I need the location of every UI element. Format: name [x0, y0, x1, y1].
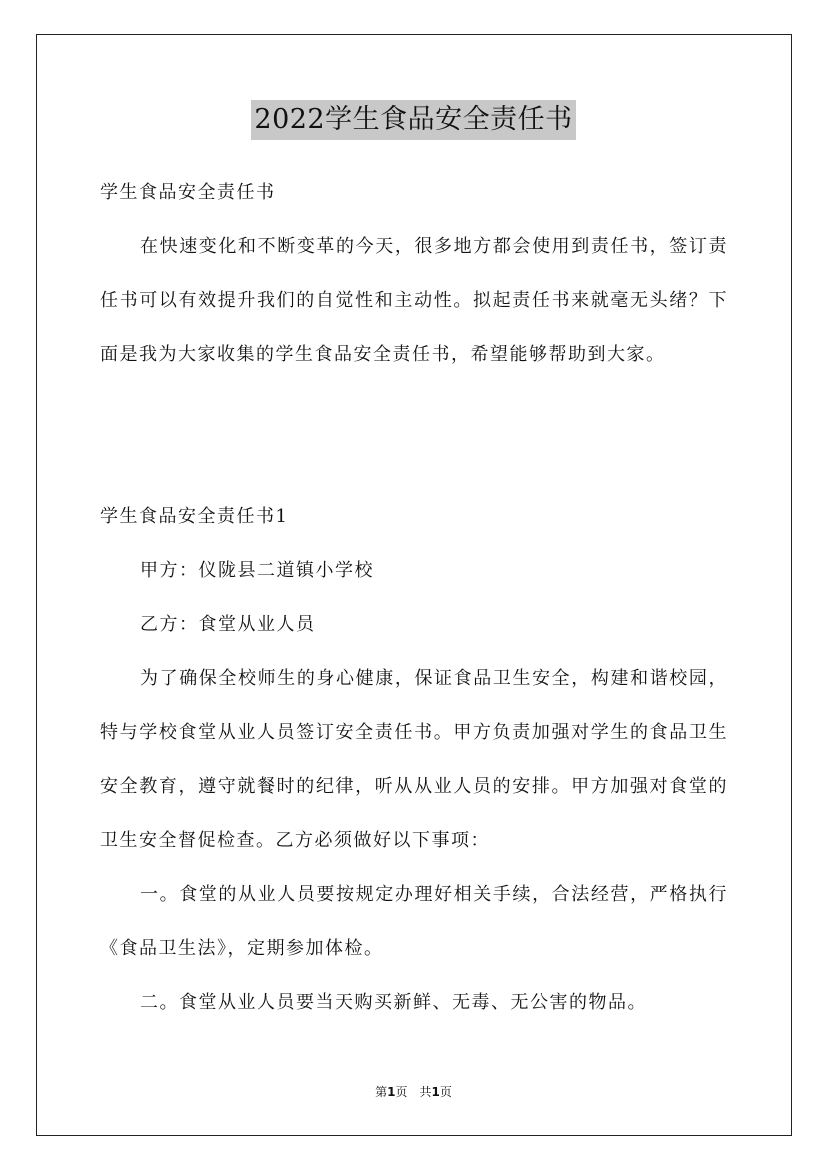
footer-page-prefix: 第: [375, 1085, 388, 1099]
title-area: [0, 100, 827, 140]
footer-total-suffix: 页: [439, 1085, 452, 1099]
document-title: 2022学生食品安全责任书: [251, 100, 575, 140]
footer-total-number: 1: [431, 1085, 440, 1099]
party-a-line: 甲方：仪陇县二道镇小学校: [140, 560, 374, 581]
heading-2: 学生食品安全责任书1: [100, 506, 289, 527]
footer-page-number: 1: [387, 1085, 396, 1099]
footer-total-prefix: 共: [419, 1085, 432, 1099]
party-b-line: 乙方：食堂从业人员: [140, 614, 316, 635]
item-1-paragraph: 一。食堂的从业人员要按规定办理好相关手续，合法经营，严格执行《食品卫生法》，定期参加体检。: [100, 884, 728, 959]
intro-paragraph: 在快速变化和不断变革的今天，很多地方都会使用到责任书，签订责任书可以有效提升我们的自觉性和主动性。拟起责任书来就毫无头绪？下面是我为大家收集的学生食品安全责任书，希望能够帮助到大家。: [100, 236, 728, 365]
footer-page-suffix: 页: [395, 1085, 408, 1099]
main-paragraph: 为了确保全校师生的身心健康，保证食品卫生安全，构建和谐校园，特与学校食堂从业人员签订安全责任书。甲方负责加强对学生的食品卫生安全教育，遵守就餐时的纪律，听从从业人员的安排。甲方加强对食堂的卫生安全督促检查。乙方必须做好以下事项：: [100, 668, 728, 851]
item-2-paragraph: 二。食堂从业人员要当天购买新鲜、无毒、无公害的物品。: [140, 992, 647, 1013]
heading-1: 学生食品安全责任书: [100, 182, 276, 203]
page-footer: [0, 1083, 827, 1100]
